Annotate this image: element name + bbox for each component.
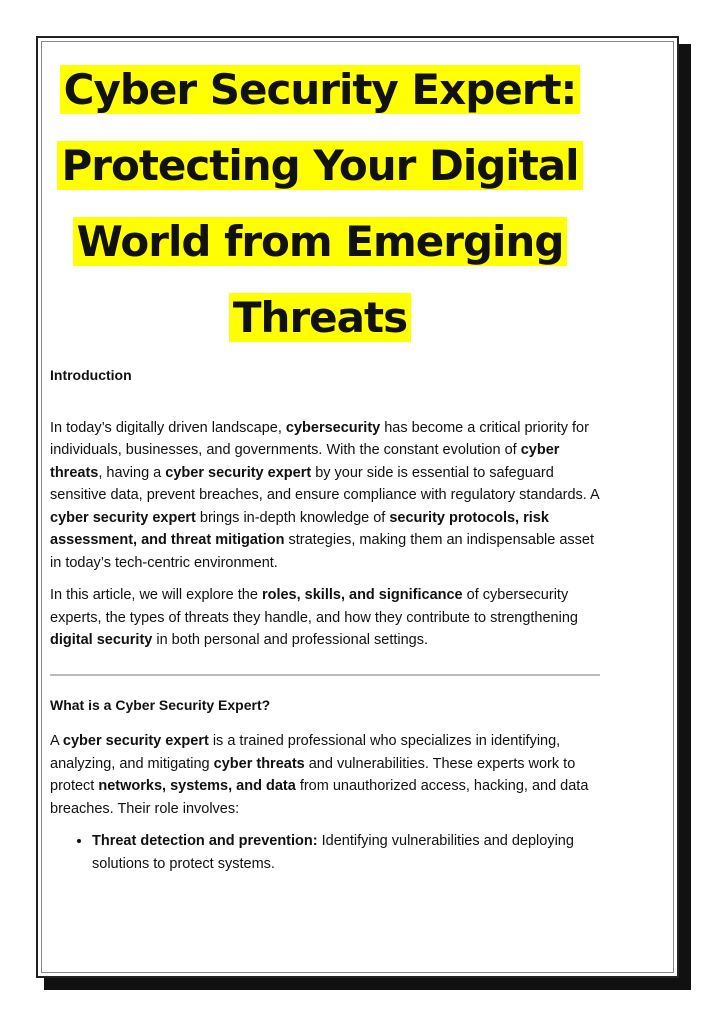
title-line: Threats (229, 293, 411, 342)
text-run: in both personal and professional settings. (152, 632, 429, 648)
text-run: strategies, making them an indispensable asset in today’s tech-centric environment. (50, 532, 594, 571)
bold-term: cyber security expert (165, 464, 312, 481)
text-run: and vulnerabilities. These experts work to protect (50, 755, 576, 794)
bold-term: cyber threats (213, 755, 305, 772)
section-paragraph-1 (50, 730, 600, 820)
bold-term: cyber security expert (50, 509, 196, 526)
text-run: brings in-depth knowledge of (195, 509, 390, 526)
role-list (50, 830, 600, 875)
bold-term: cyber security expert (62, 733, 209, 749)
bold-term: networks, systems, and data (98, 778, 296, 794)
document-title (50, 52, 590, 356)
list-item (92, 830, 600, 875)
bold-term: cybersecurity (285, 419, 381, 436)
text-run: A (50, 733, 63, 749)
document-body (50, 364, 600, 875)
text-run: In today’s digitally driven landscape, (50, 419, 286, 436)
text-run: has become a critical priority for individuals, businesses, and governments. With the constant evolution of (50, 419, 589, 458)
intro-heading: Introduction (50, 367, 132, 383)
bullet-text: Identifying vulnerabilities and deploying solutions to protect systems. (92, 833, 574, 872)
title-line: Cyber Security Expert: (60, 65, 581, 114)
title-line: World from Emerging (73, 217, 568, 266)
section-divider (50, 674, 600, 676)
intro-paragraph-1 (50, 417, 600, 575)
text-run: of cybersecurity experts, the types of threats they handle, and how they contribute to strengthening (50, 587, 578, 626)
text-run: In this article, we will explore the (50, 587, 262, 603)
title-line: Protecting Your Digital (57, 141, 582, 190)
bold-term: cyber threats (50, 442, 560, 481)
bold-term: roles, skills, and significance (261, 587, 463, 603)
bold-term: digital security (50, 632, 153, 648)
section-heading: What is a Cyber Security Expert? (50, 696, 271, 713)
text-run: is a trained professional who specializes in identifying, analyzing, and mitigating (50, 733, 561, 772)
text-run: from unauthorized access, hacking, and data breaches. Their role involves: (50, 778, 589, 817)
intro-paragraph-2 (50, 584, 600, 652)
text-run: , having a (98, 464, 166, 481)
bold-term: security protocols, risk assessment, and threat mitigation (50, 509, 549, 548)
bullet-label: Threat detection and prevention: (92, 833, 318, 849)
text-run: by your side is essential to safeguard sensitive data, prevent breaches, and ensure compliance with regulatory standards. A (50, 464, 599, 503)
